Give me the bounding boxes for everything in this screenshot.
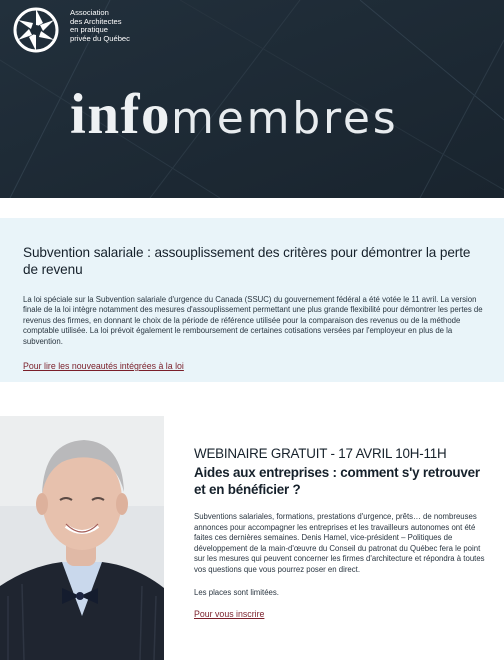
- webinar-content: [194, 446, 492, 622]
- header-banner: [0, 0, 504, 198]
- webinar-date-heading: WEBINAIRE GRATUIT - 17 AVRIL 10H-11H: [194, 446, 447, 461]
- read-new-measures-link[interactable]: Pour lire les nouveautés intégrées à la loi: [23, 361, 184, 372]
- org-line-4: privée du Québec: [70, 33, 130, 43]
- org-line-3: en pratique: [70, 25, 108, 35]
- webinar-title: Aides aux entreprises : comment s'y retrouver et en bénéficier ?: [194, 465, 480, 497]
- webinar-description: Subventions salariales, formations, prestations d'urgence, prêts… de nombreuses annonces pour accompagner les entreprises et les travailleurs autonomes ont été faites ces dernières semaines. Denis Hamel, vice-président – Politiques de développement de la main-d'œuvre du Conseil du patronat du Québec fera le point sur les mesures qui peuvent concerner les firmes d'architecture et répondra à toutes vos questions que vous pourrez poser en direct.: [194, 512, 485, 574]
- article-title: Subvention salariale : assouplissement des critères pour démontrer la perte de revenu: [23, 245, 471, 277]
- organization-name: [70, 9, 190, 43]
- speaker-portrait-image: [0, 416, 164, 660]
- org-line-1: Association: [70, 8, 109, 17]
- aperture-icon[interactable]: [13, 7, 59, 53]
- masthead-membres: membres: [171, 93, 399, 144]
- newsletter-masthead: [70, 80, 490, 154]
- masthead-info: info: [70, 83, 172, 146]
- speaker-photo: [0, 416, 164, 660]
- article-body: La loi spéciale sur la Subvention salariale d'urgence du Canada (SSUC) du gouvernement fédéral a été votée le 11 avril. La version finale de la loi intègre notamment des mesures d'assouplissement permettant une plus grande flexibilité pour démontrer les pertes de revenus des firmes, en donnant le choix de la période de référence utilisée pour la comparaison des revenus ou de la méthode comptable utilisée. La loi prévoit également le remboursement de certaines cotisations versées par l'employeur en plus de la subvention.: [23, 295, 483, 346]
- limited-seats-note: Les places sont limitées.: [194, 587, 279, 597]
- article-wage-subsidy: [0, 218, 504, 382]
- register-link[interactable]: Pour vous inscrire: [194, 608, 265, 619]
- org-line-2: des Architectes: [70, 16, 122, 26]
- article-webinar: [0, 416, 504, 660]
